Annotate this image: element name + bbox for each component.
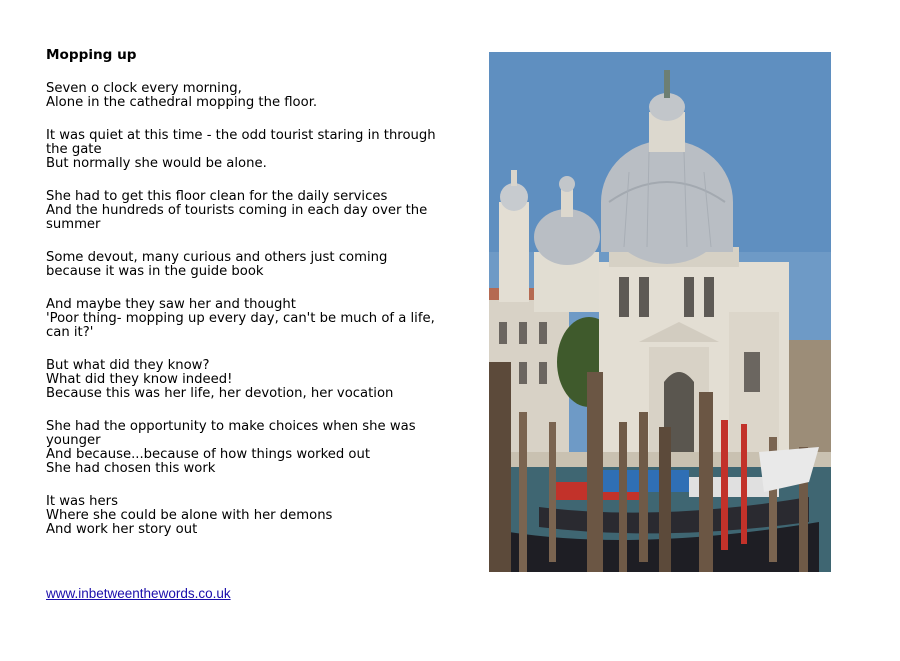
poem-line: She had the opportunity to make choices when she was younger (46, 419, 416, 448)
poem-stanza (46, 82, 446, 110)
poem-stanza (46, 359, 446, 401)
poem-title: Mopping up (46, 47, 137, 63)
cathedral-illustration (489, 52, 831, 572)
poem-line: And maybe they saw her and thought (46, 297, 296, 312)
poem-line: And work her story out (46, 522, 198, 537)
poem-stanza (46, 420, 446, 476)
poem (46, 47, 446, 556)
poem-line: Because this was her life, her devotion, her vocation (46, 386, 394, 401)
poem-body (46, 82, 446, 537)
poem-line: She had to get this floor clean for the daily services (46, 189, 388, 204)
poem-line: What did they know indeed! (46, 372, 233, 387)
poem-stanza (46, 298, 446, 340)
poem-line: She had chosen this work (46, 461, 216, 476)
poem-line: 'Poor thing- mopping up every day, can't be much of a life, can it?' (46, 311, 435, 340)
poem-line: Some devout, many curious and others just coming because it was in the guide book (46, 250, 388, 279)
poem-line: Where she could be alone with her demons (46, 508, 333, 523)
poem-stanza (46, 129, 446, 171)
poem-line: And because...because of how things worked out (46, 447, 371, 462)
poem-line: But normally she would be alone. (46, 156, 267, 171)
cathedral-photo (489, 52, 831, 572)
poem-line: But what did they know? (46, 358, 210, 373)
website-link[interactable]: www.inbetweenthewords.co.uk (46, 586, 231, 601)
poem-line: Seven o clock every morning, (46, 81, 242, 96)
poem-stanza (46, 495, 446, 537)
poem-line: And the hundreds of tourists coming in each day over the summer (46, 203, 428, 232)
poem-line: It was hers (46, 494, 118, 509)
poem-line: Alone in the cathedral mopping the floor. (46, 95, 318, 110)
poem-stanza (46, 190, 446, 232)
poem-line: It was quiet at this time - the odd tourist staring in through the gate (46, 128, 436, 157)
poem-stanza (46, 251, 446, 279)
